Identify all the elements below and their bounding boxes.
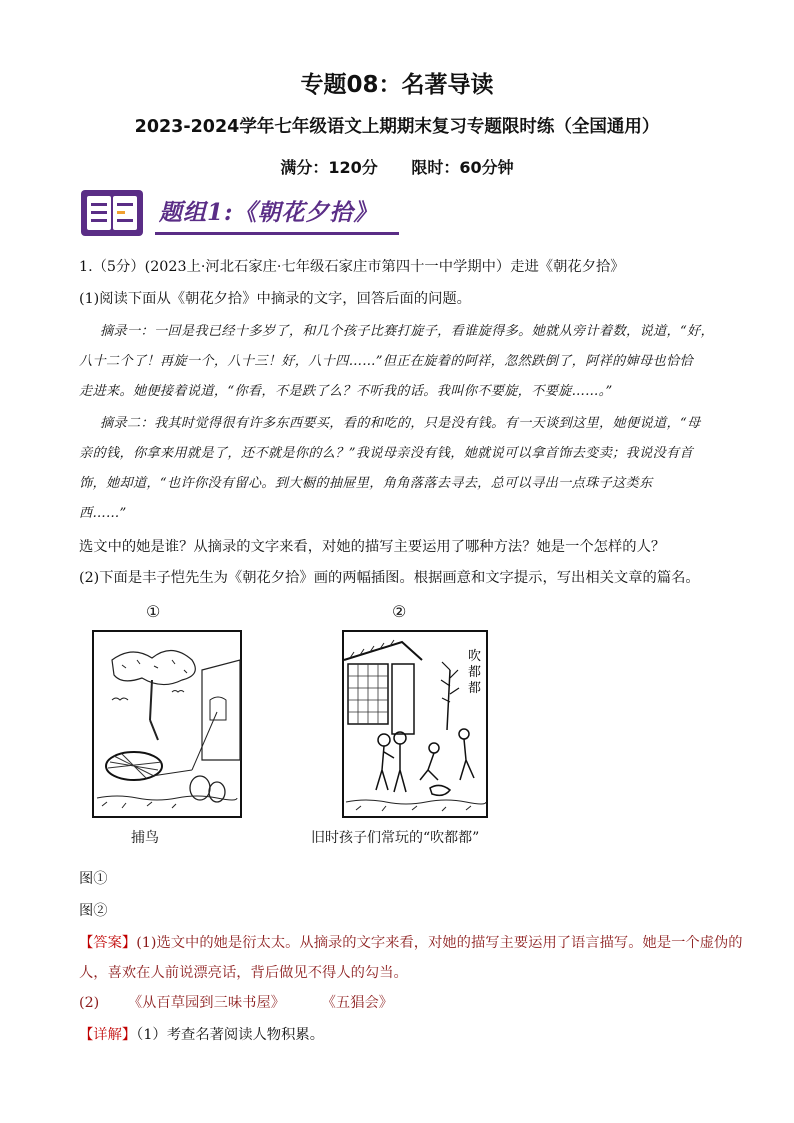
- detail-tag: 【详解】: [79, 1027, 137, 1043]
- figure1-marker: ①: [146, 602, 161, 621]
- figure1-label: 图①: [79, 871, 108, 887]
- figure2-caption: 旧时孩子们常玩的“吹都都”: [311, 830, 480, 846]
- sub-question-1-intro: (1)阅读下面从《朝花夕拾》中摘录的文字，回答后面的问题。: [79, 291, 471, 307]
- excerpt1-line: 八十二个了！再旋一个，八十三！好，八十四……”但正在旋着的阿祥，忽然跌倒了，阿祥的婶母也恰恰: [79, 354, 693, 369]
- figure2-marker: ②: [392, 602, 407, 621]
- page-title: 专题08：名著导读: [300, 72, 494, 98]
- excerpt2-line: 西……”: [79, 506, 127, 521]
- excerpt2-line: 饰，她却道，“也许你没有留心。到大橱的抽屉里，角角落落去寻去，总可以寻出一点珠子这类东: [79, 476, 653, 491]
- detail-line: [79, 1024, 719, 1044]
- answer-sub2-num: (2): [79, 995, 100, 1011]
- question-stem: 1.（5分）(2023上·河北石家庄·七年级石家庄市第四十一中学期中）走进《朝花夕拾》: [79, 259, 625, 275]
- group-banner: [79, 188, 399, 240]
- sub-question-1: 选文中的她是谁？从摘录的文字来看，对她的描写主要运用了哪种方法？她是一个怎样的人？: [79, 539, 666, 555]
- answer-sub2-b: 《五猖会》: [321, 995, 394, 1011]
- figure1-caption: 捕鸟: [131, 830, 159, 846]
- answer-sub2-a: 《从百草园到三味书屋》: [127, 995, 286, 1011]
- excerpt2-line: 亲的钱，你拿来用就是了，还不就是你的么？”我说母亲没有钱，她就说可以拿首饰去变卖；我说没有首: [79, 446, 693, 461]
- figure1-illustration: [92, 630, 242, 818]
- answer-tag: 【答案】: [79, 935, 137, 951]
- group-title: 题组1:《朝花夕拾》: [159, 199, 378, 226]
- answer-line-1: [79, 932, 743, 952]
- time-limit: 限时：60分钟: [411, 158, 514, 177]
- detail-text: （1）考查名著阅读人物积累。: [136, 1027, 324, 1043]
- figure2-vertical-text: 吹: [468, 649, 482, 664]
- book-icon: [79, 188, 145, 238]
- group-underline: [155, 232, 399, 235]
- figure2-illustration: [342, 630, 488, 818]
- answer-line-2: 人，喜欢在人前说漂亮话，背后做见不得人的勾当。: [79, 965, 408, 981]
- score-line: [0, 155, 794, 178]
- excerpt1-line: 摘录一：一回是我已经十多岁了，和几个孩子比赛打旋子，看谁旋得多。她就从旁计着数，说道，“好，: [100, 324, 714, 339]
- page-subtitle: 2023-2024学年七年级语文上期期末复习专题限时练（全国通用）: [134, 117, 660, 137]
- excerpt2-line: 摘录二：我其时觉得很有许多东西要买，看的和吃的，只是没有钱。有一天谈到这里，她便说道，“母: [100, 416, 701, 431]
- sub-question-2: (2)下面是丰子恺先生为《朝花夕拾》画的两幅插图。根据画意和文字提示，写出相关文章的篇名。: [79, 570, 700, 586]
- answer-text-1: (1)选文中的她是衍太太。从摘录的文字来看，对她的描写主要运用了语言描写。她是一个虚伪的: [136, 935, 743, 951]
- figure2-label: 图②: [79, 903, 108, 919]
- excerpt1-line: 走进来。她便接着说道，“你看，不是跌了么？不听我的话。我叫你不要旋，不要旋……。”: [79, 384, 613, 399]
- full-score: 满分：120分: [280, 158, 378, 177]
- figure2-vertical-text: 都: [468, 665, 482, 680]
- figure2-vertical-text: 都: [468, 681, 482, 696]
- answer-line-3: [79, 992, 719, 1012]
